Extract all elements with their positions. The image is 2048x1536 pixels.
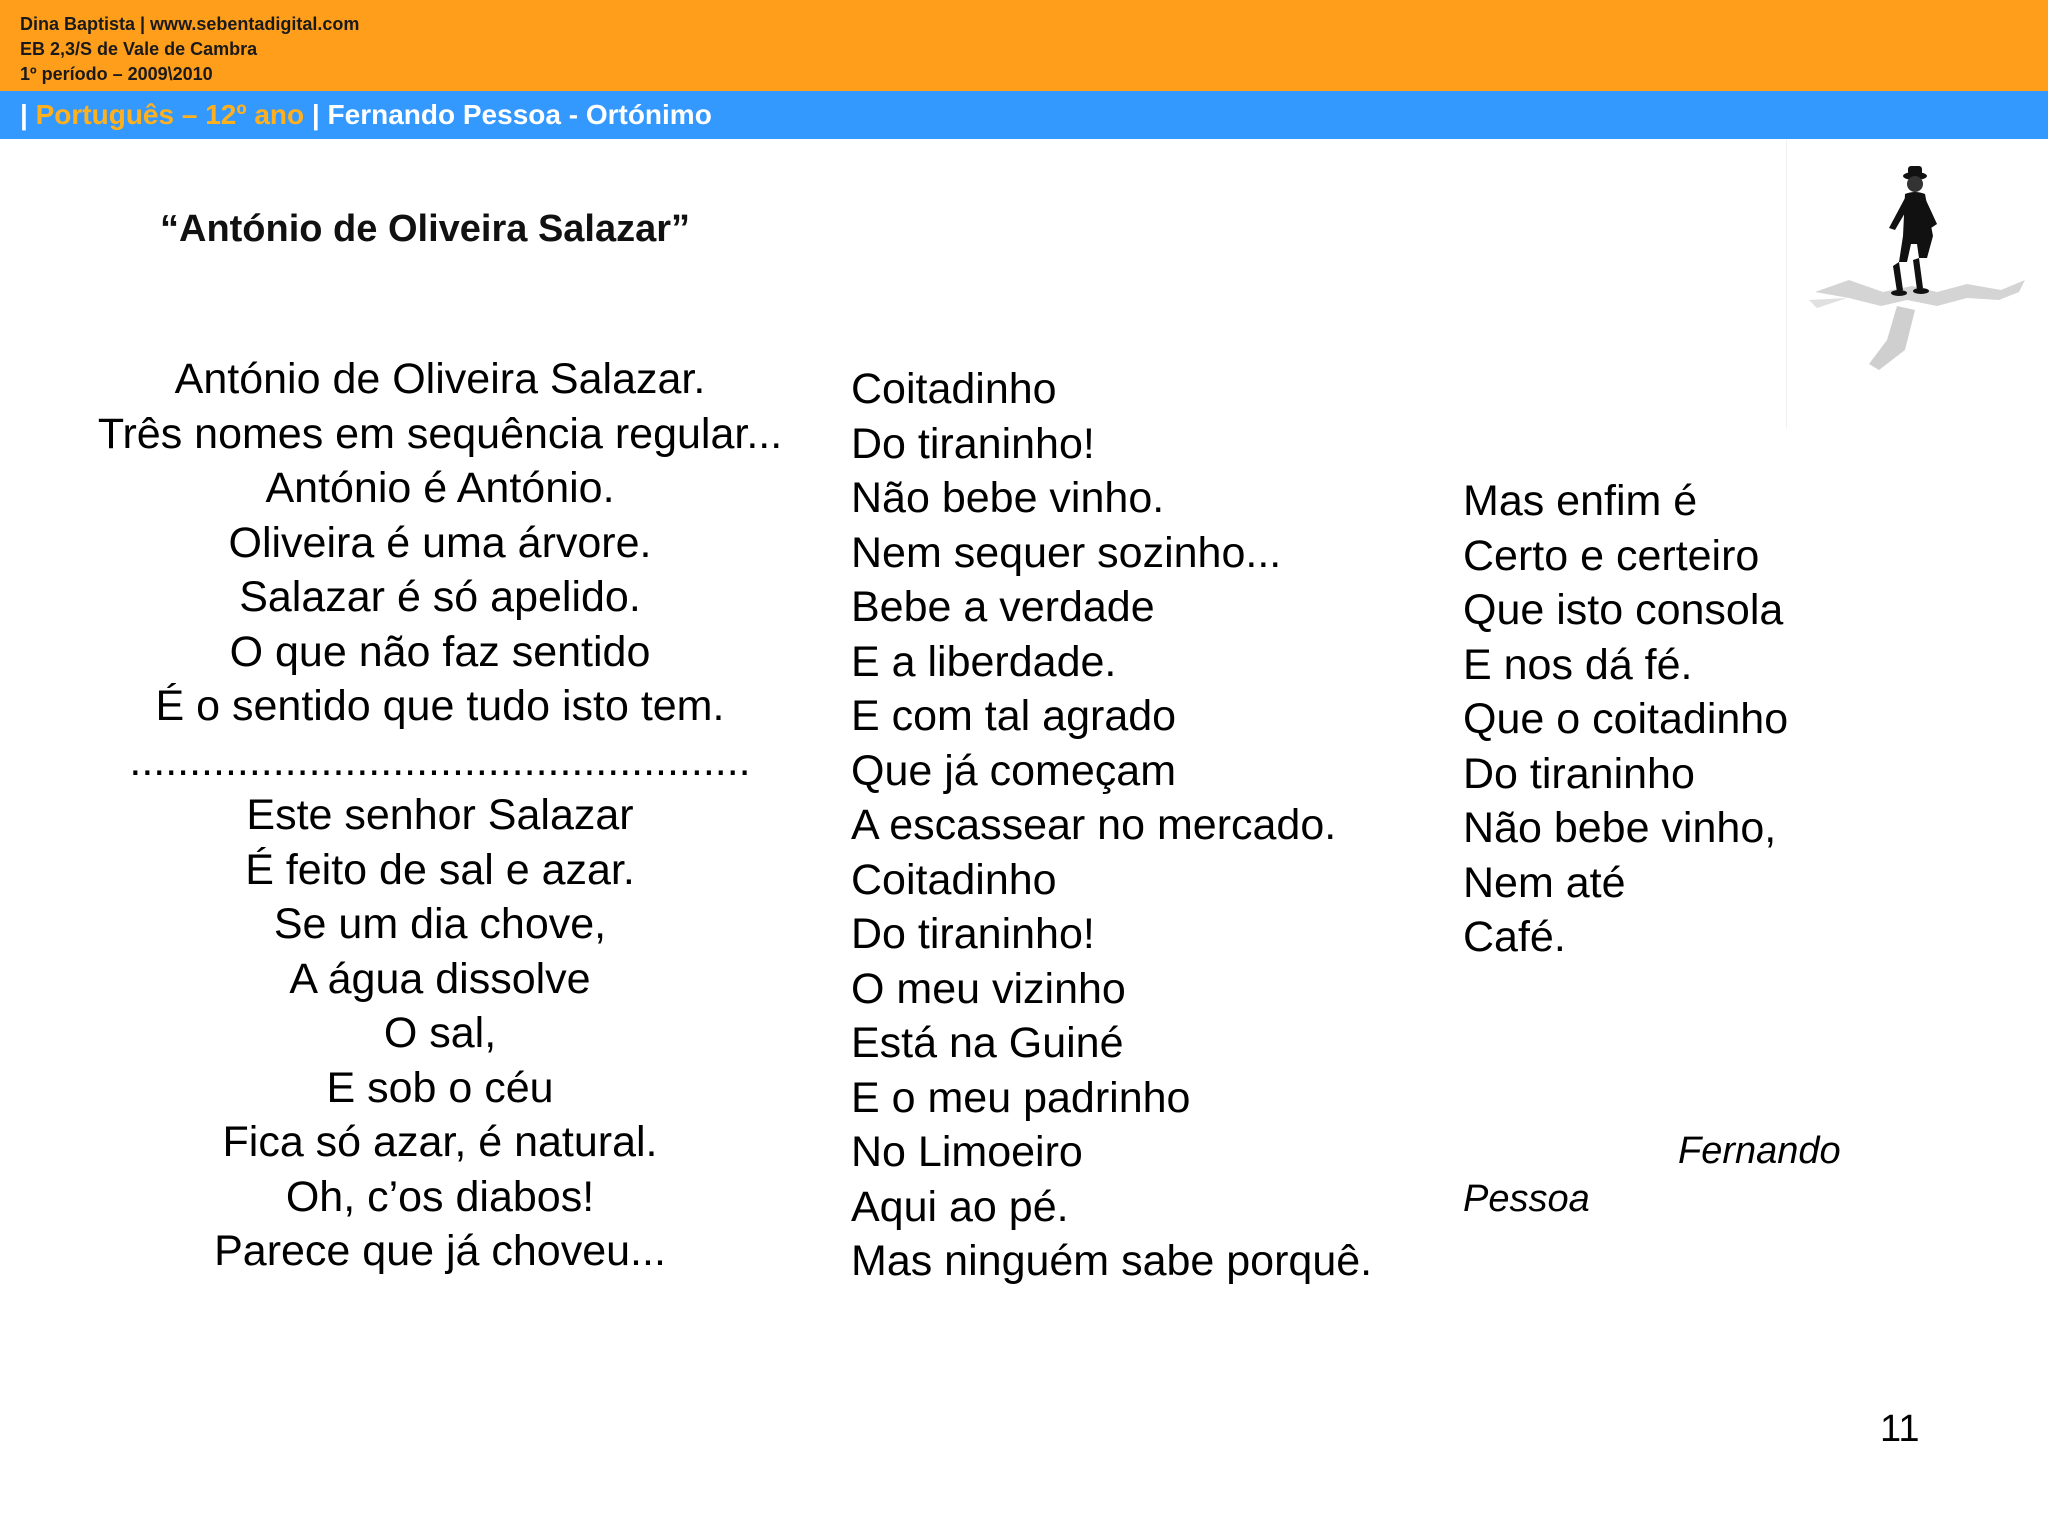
bar-topic: | Fernando Pessoa - Ortónimo — [304, 99, 712, 130]
poem-line: Certo e certeiro — [1463, 531, 1760, 580]
poem-line: Coitadinho — [851, 855, 1057, 904]
poem-line: Do tiraninho! — [851, 910, 1095, 958]
poem-line: Do tiraninho! — [851, 419, 1095, 468]
poem-line: Nem sequer sozinho... — [851, 528, 1282, 577]
poem-column-3 — [1463, 474, 1983, 965]
poem-line: No Limoeiro — [851, 1128, 1083, 1176]
poem-line: António de Oliveira Salazar. — [174, 355, 706, 403]
poem-line: Oliveira é uma árvore. — [228, 518, 652, 567]
subject-bar-text — [20, 91, 712, 139]
subject-bar — [0, 91, 2048, 139]
poem-line: Café. — [1463, 913, 1566, 961]
header-author-line: Dina Baptista | www.sebentadigital.com — [20, 14, 360, 34]
bar-prefix: | — [20, 99, 36, 130]
bar-subject: Português – 12º ano — [35, 99, 305, 130]
poem-line: Mas ninguém sabe porquê. — [851, 1237, 1373, 1285]
author-last-name: Pessoa — [1463, 1178, 1590, 1220]
poem-line: Mas enfim é — [1463, 477, 1698, 525]
header-info — [20, 12, 359, 87]
poem-line: Salazar é só apelido. — [239, 573, 641, 621]
poem-line: E com tal agrado — [851, 692, 1177, 740]
poem-line: O meu vizinho — [851, 964, 1126, 1013]
poem-line: Que o coitadinho — [1463, 695, 1789, 743]
poem-line: Aqui ao pé. — [851, 1182, 1069, 1231]
poem-line: E nos dá fé. — [1463, 640, 1693, 689]
author-first-name: Fernando — [1678, 1130, 1841, 1172]
poem-line: Este senhor Salazar — [246, 791, 634, 839]
poem-line: Do tiraninho — [1463, 749, 1695, 798]
poem-line: Três nomes em sequência regular... — [97, 409, 783, 458]
pessoa-illustration — [1786, 140, 2048, 428]
poem-line: Que isto consola — [1463, 586, 1784, 634]
poem-line: Oh, c’os diabos! — [285, 1172, 595, 1221]
poem-line: Parece que já choveu... — [214, 1227, 666, 1275]
poem-title: “António de Oliveira Salazar” — [160, 208, 691, 250]
header-period-line: 1º período – 2009\2010 — [20, 64, 213, 84]
poem-line: Não bebe vinho, — [1463, 804, 1777, 852]
poem-line: E sob o céu — [326, 1063, 554, 1112]
poem-line: Que já começam — [851, 746, 1177, 795]
poem-line: Não bebe vinho. — [851, 474, 1165, 522]
poem-separator: .................................................... — [129, 736, 751, 785]
top-header — [0, 0, 2048, 91]
poem-line: António é António. — [265, 464, 615, 512]
poem-line: Está na Guiné — [851, 1019, 1124, 1067]
poem-line: É feito de sal e azar. — [245, 845, 635, 894]
poem-line: Coitadinho — [851, 365, 1057, 413]
poem-line: A escassear no mercado. — [851, 801, 1337, 849]
poem-line: E a liberdade. — [851, 637, 1117, 686]
poem-line: Se um dia chove, — [273, 900, 607, 948]
poem-line: A água dissolve — [289, 954, 591, 1003]
poem-column-2 — [851, 362, 1451, 1289]
walking-man-icon — [1787, 140, 2048, 428]
poem-line: Bebe a verdade — [851, 583, 1155, 631]
header-school-line: EB 2,3/S de Vale de Cambra — [20, 39, 258, 59]
poem-line: É o sentido que tudo isto tem. — [155, 682, 725, 730]
poem-line: Fica só azar, é natural. — [222, 1118, 658, 1166]
poem-line: Nem até — [1463, 858, 1626, 907]
poem-column-1 — [40, 352, 840, 1279]
poem-line: E o meu padrinho — [851, 1073, 1191, 1122]
poem-line: O sal, — [383, 1009, 497, 1057]
poem-line: O que não faz sentido — [229, 627, 651, 676]
page-number: 11 — [1880, 1408, 1920, 1450]
